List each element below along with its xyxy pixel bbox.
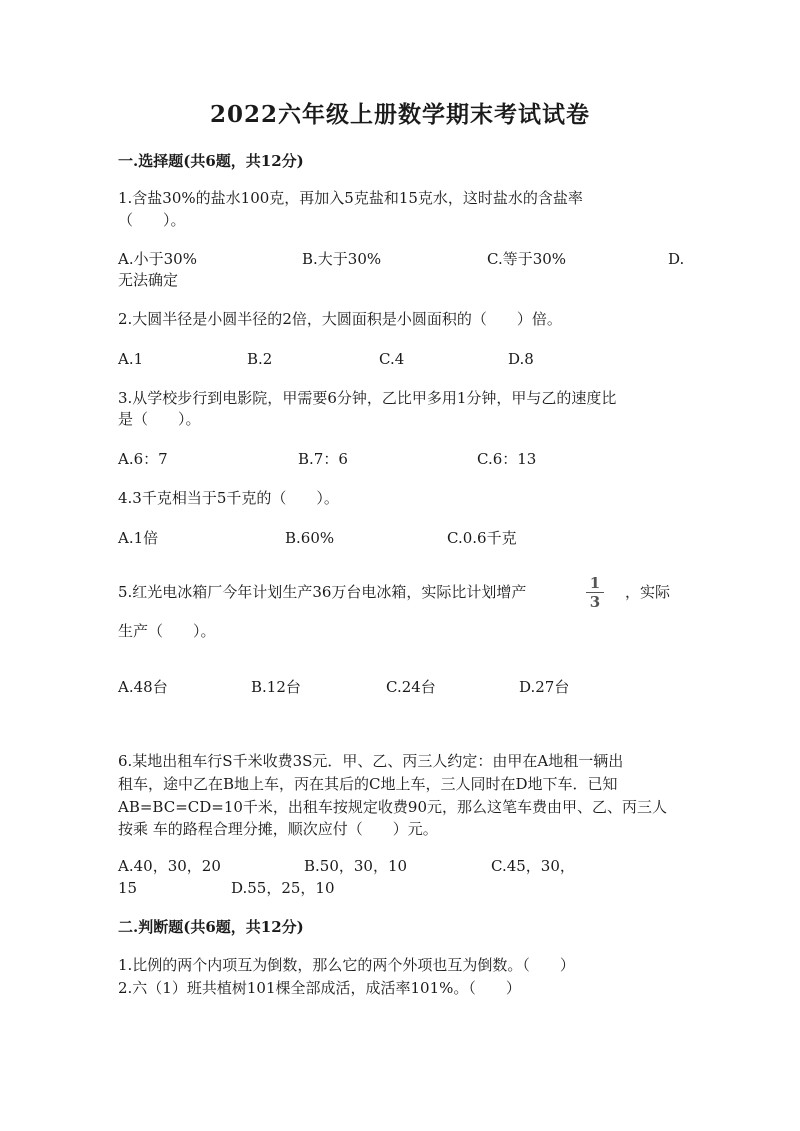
question-1-line-1: 1.含盐30%的盐水100克，再加入5克盐和15克水，这时盐水的含盐率 (118, 189, 583, 207)
question-3-option-a: A.6：7 (118, 450, 168, 468)
question-3-option-c: C.6：13 (477, 450, 537, 468)
question-6-line-3: AB=BC=CD=10千米，出租车按规定收费90元，那么这笔车费由甲、乙、丙三人 (118, 798, 668, 816)
question-5-line-1: 5.红光电冰箱厂今年计划生产36万台电冰箱，实际比计划增产 (118, 583, 527, 601)
fraction-one-third (584, 575, 606, 610)
question-4-option-b: B.60% (285, 529, 335, 547)
question-2-option-c: C.4 (379, 350, 405, 368)
section-1-heading: 一.选择题(共6题，共12分) (118, 152, 304, 170)
question-6-line-2: 租车，途中乙在B地上车，丙在其后的C地上车，三人同时在D地下车．已知 (118, 775, 618, 793)
question-1-option-a: A.小于30% (118, 250, 197, 268)
question-6-option-b: B.50，30，10 (304, 857, 408, 875)
question-4-option-a: A.1倍 (118, 529, 159, 547)
question-5-option-d: D.27台 (519, 678, 570, 696)
section-2-heading: 二.判断题(共6题，共12分) (118, 918, 304, 936)
question-4-line-1: 4.3千克相当于5千克的（ ）。 (118, 489, 339, 507)
question-5-option-c: C.24台 (386, 678, 436, 696)
fraction-numerator: 1 (589, 574, 601, 592)
question-6-option-a: A.40，30，20 (118, 857, 221, 875)
question-2-option-d: D.8 (508, 350, 534, 368)
question-2-option-b: B.2 (247, 350, 273, 368)
question-2-option-a: A.1 (118, 350, 144, 368)
judge-question-1: 1.比例的两个内项互为倒数，那么它的两个外项也互为倒数。（ ） (118, 956, 575, 974)
judge-question-2: 2.六（1）班共植树101棵全部成活，成活率101%。（ ） (118, 979, 521, 997)
question-6-line-4: 按乘 车的路程合理分摊，顺次应付（ ）元。 (118, 820, 438, 838)
question-6-line-1: 6.某地出租车行S千米收费3S元．甲、乙、丙三人约定：由甲在A地租一辆出 (118, 752, 624, 770)
fraction-denominator: 3 (589, 593, 601, 611)
question-6-option-c: C.45，30， (491, 857, 575, 875)
question-2-line-1: 2.大圆半径是小圆半径的2倍，大圆面积是小圆面积的（ ）倍。 (118, 310, 562, 328)
question-1-option-c: C.等于30% (487, 250, 567, 268)
question-5-line-2: 生产（ ）。 (118, 622, 216, 640)
question-5-option-b: B.12台 (251, 678, 301, 696)
question-6-option-d: D.55，25，10 (231, 879, 335, 897)
question-1-option-d-text: 无法确定 (118, 271, 179, 289)
exam-title: 2022六年级上册数学期末考试试卷 (209, 101, 590, 128)
question-3-line-1: 3.从学校步行到电影院，甲需要6分钟，乙比甲多用1分钟，甲与乙的速度比 (118, 389, 617, 407)
question-6-option-c-cont: 15 (118, 879, 138, 897)
question-5-option-a: A.48台 (118, 678, 168, 696)
question-1-option-d: D. (668, 250, 685, 268)
question-5-line-1-tail: ，实际 (625, 583, 671, 601)
question-4-option-c: C.0.6千克 (447, 529, 517, 547)
question-3-option-b: B.7：6 (298, 450, 348, 468)
question-1-line-2: （ ）。 (118, 211, 186, 229)
question-3-line-2: 是（ ）。 (118, 410, 201, 428)
question-1-option-b: B.大于30% (302, 250, 382, 268)
